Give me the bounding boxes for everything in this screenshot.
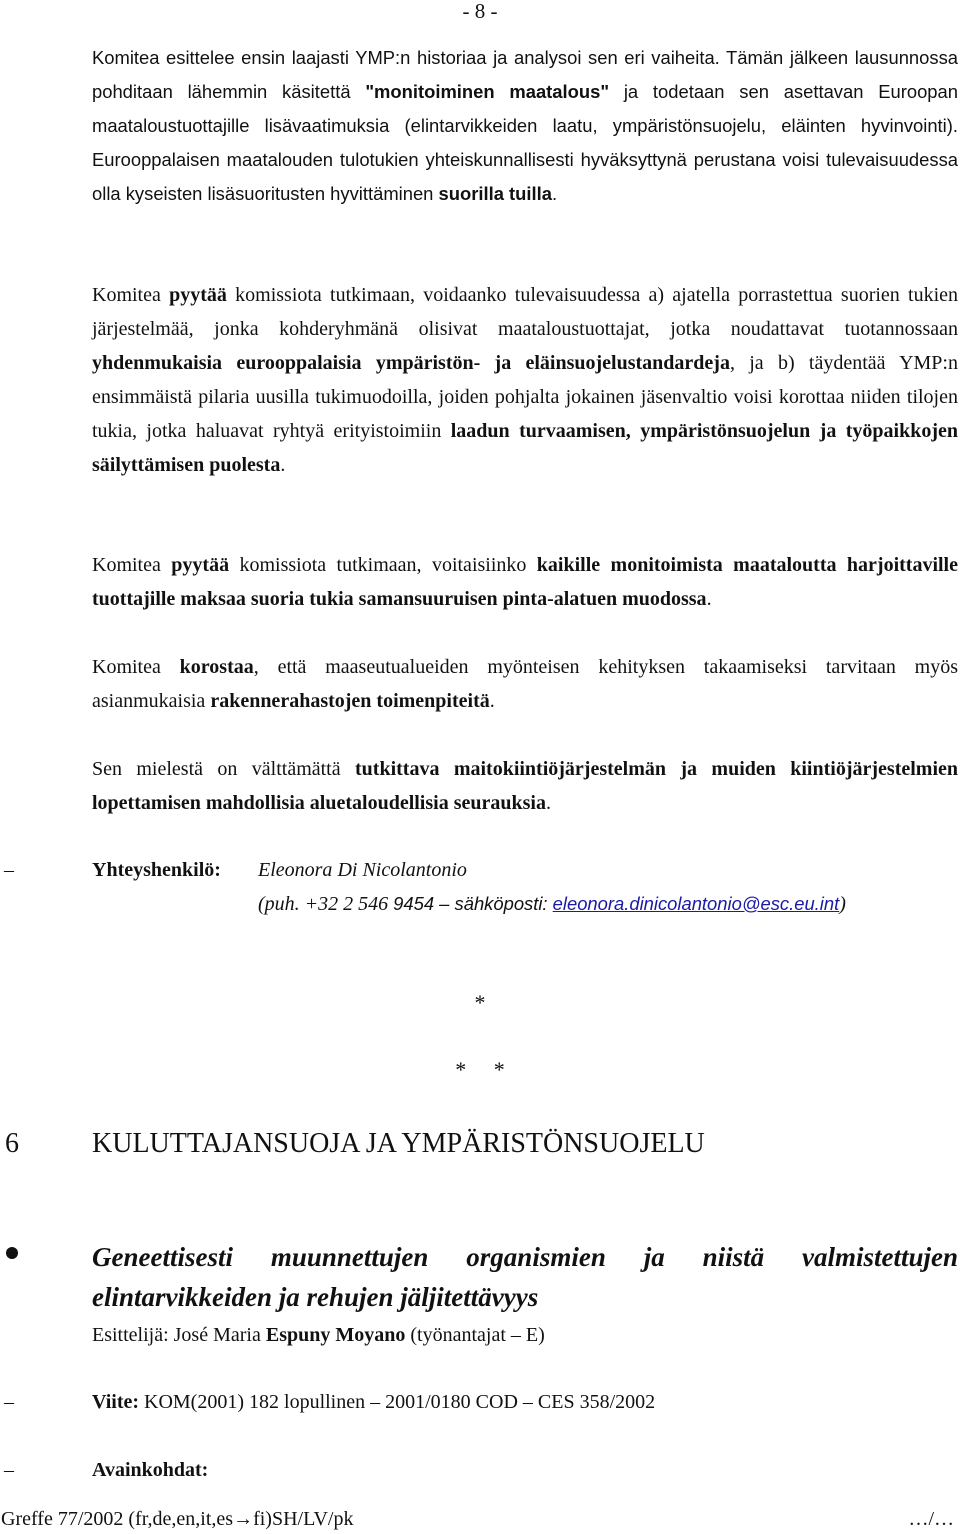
bold-term: laadun turvaamisen, ympäristönsuojelun ja työpaikkojen säilyttämisen puolesta	[92, 420, 958, 476]
text-segment: Sen mielestä on välttämättä	[92, 758, 355, 780]
bold-term: pyytää	[171, 554, 230, 576]
rapporteur-surname: Espuny Moyano	[265, 1324, 406, 1346]
section-number: 6	[5, 1128, 19, 1159]
bold-term: yhdenmukaisia eurooppalaisia ympäristön- ja eläinsuojelustandardeja	[92, 352, 730, 374]
keypoints-label: Avainkohdat:	[92, 1459, 209, 1481]
reference-value-end: – CES 358/2002	[517, 1391, 656, 1413]
text-segment: Komitea	[92, 284, 170, 306]
text-segment: .	[280, 454, 286, 476]
footer-reference: Greffe 77/2002 (fr,de,en,it,es→fi)SH/LV/pk	[1, 1508, 354, 1530]
paragraph-ymp-history	[92, 41, 958, 211]
text-segment: .	[551, 183, 558, 204]
bold-term: korostaa	[179, 656, 254, 678]
paragraph-milk-quotas	[92, 752, 958, 820]
text-segment: .	[489, 690, 495, 712]
text-segment: .	[706, 588, 712, 610]
contact-label: Yhteyshenkilö:	[92, 859, 221, 881]
bold-term: kaikille monitoimista maataloutta harjoittaville tuottajille maksaa suoria tukia samansuuruisen pinta-alatuen muodossa	[92, 554, 958, 610]
paragraph-graded-support	[92, 278, 958, 482]
contact-details	[258, 887, 846, 921]
keypoints-dash: –	[4, 1459, 14, 1481]
keypoints-line	[92, 1453, 208, 1487]
contact-close-paren: )	[839, 893, 846, 915]
rapporteur-group: (työnantajat – E)	[405, 1324, 545, 1346]
bold-term: rakennerahastojen toimenpiteitä	[210, 690, 490, 712]
text-segment: ja todetaan sen asettavan Euroopan maataloustuottajille lisävaatimuksia (elintarvikkeiden laatu, ympäristönsuojelu, eläinten hyvinvointi). Eurooppalaisen maatalouden tulotukien yhteiskunnallisesti hyväksyttynä perustana voisi tulevaisuudessa olla kyseisten lisäsuoritusten hyvittäminen	[92, 81, 958, 204]
contact-last-name: Di Nicolantonio	[337, 859, 467, 881]
text-segment: komissiota tutkimaan, voidaanko tulevaisuudessa a) ajatella porrastettua suorien tukien järjestelmää, jonka kohderyhmänä olisivat maataloustuottajat, jotka noudattavat tuotannossaan	[92, 284, 959, 340]
reference-value: KOM(2001) 182 lopullinen – 2001/0180	[139, 1391, 476, 1413]
text-segment: Komitea	[92, 554, 172, 576]
contact-phone-suffix: 9454 – sähköposti:	[393, 893, 553, 914]
contact-email-link[interactable]: eleonora.dinicolantonio@esc.eu.int	[552, 893, 840, 914]
page-number: - 8 -	[462, 0, 498, 23]
paragraph-area-aid	[92, 548, 958, 616]
bullet-icon	[6, 1247, 18, 1259]
footer-continuation: …/…	[908, 1508, 954, 1530]
separator-asterisks-bottom: * *	[455, 1057, 505, 1082]
contact-phone-prefix: (puh. +32 2 546	[258, 893, 394, 915]
bold-term: tutkittava maitokiintiöjärjestelmän ja muiden kiintiöjärjestelmien lopettamisen mahdollisia aluetaloudellisia seurauksia	[92, 758, 958, 814]
bold-term: pyytää	[169, 284, 227, 306]
text-segment: Komitea esittelee ensin laajasti YMP:n historiaa ja analysoi sen eri vaiheita. Tämän jälkeen lausunnossa pohditaan lähemmin käsitettä	[92, 47, 958, 102]
text-segment: Komitea	[92, 656, 180, 678]
reference-label: Viite:	[92, 1391, 140, 1413]
section-title: KULUTTAJANSUOJA JA YMPÄRISTÖNSUOJELU	[92, 1128, 705, 1159]
bold-term: "monitoiminen maatalous"	[365, 81, 610, 102]
bold-term: suorilla tuilla	[438, 183, 552, 204]
rapporteur-label: Esittelijä: José Maria	[92, 1324, 266, 1346]
contact-person	[92, 853, 467, 887]
reference-cod: COD	[475, 1391, 518, 1413]
reference-line	[92, 1385, 655, 1419]
topic-title: Geneettisesti muunnettujen organismien ja niistä valmistettujen elintarvikkeiden ja rehujen jäljitettävyys	[92, 1242, 958, 1312]
contact-first-name: Eleonora	[258, 859, 338, 881]
text-segment: komissiota tutkimaan, voitaisiinko	[229, 554, 537, 576]
separator-asterisk-top: *	[474, 990, 486, 1015]
text-segment: , ja b) täydentää YMP:n ensimmäistä pilaria uusilla tukimuodoilla, joiden pohjalta jokainen jäsenvaltio voisi korottaa niiden tilojen tukia, jotka haluavat ryhtyä erityistoimiin	[92, 352, 958, 442]
reference-dash: –	[4, 1391, 14, 1413]
contact-dash: –	[4, 859, 14, 881]
paragraph-structural-funds	[92, 650, 958, 718]
rapporteur	[92, 1318, 545, 1352]
text-segment: .	[545, 792, 551, 814]
text-segment: , että maaseutualueiden myönteisen kehityksen takaamiseksi tarvitaan myös asianmukaisia	[92, 656, 958, 712]
